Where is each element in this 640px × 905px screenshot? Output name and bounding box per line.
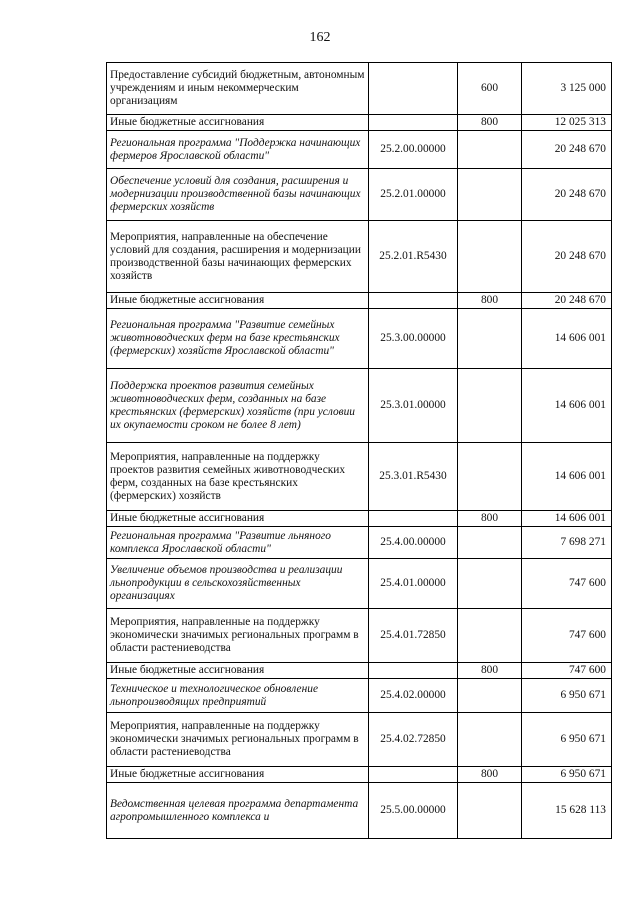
table-row xyxy=(107,559,612,609)
row-amount-cell: 14 606 001 xyxy=(522,309,612,369)
row-amount-cell: 6 950 671 xyxy=(522,767,612,783)
row-type-cell: 800 xyxy=(458,767,522,783)
row-code-cell xyxy=(369,63,458,115)
row-code-cell xyxy=(369,663,458,679)
table-row xyxy=(107,131,612,169)
row-amount-cell: 747 600 xyxy=(522,663,612,679)
row-code-cell: 25.4.02.72850 xyxy=(369,713,458,767)
budget-table-body xyxy=(107,63,612,839)
row-amount-cell: 747 600 xyxy=(522,559,612,609)
row-type-cell xyxy=(458,559,522,609)
table-row xyxy=(107,609,612,663)
row-name-cell: Иные бюджетные ассигнования xyxy=(107,767,369,783)
row-code-cell: 25.2.01.00000 xyxy=(369,169,458,221)
row-amount-cell: 747 600 xyxy=(522,609,612,663)
row-name-cell: Региональная программа "Развитие льняного комплекса Ярославской области" xyxy=(107,527,369,559)
row-type-cell xyxy=(458,713,522,767)
row-name-cell: Поддержка проектов развития семейных животноводческих ферм, созданных на базе крестьянских (фермерских) хозяйств (при условии их окупаемости сроком не более 8 лет) xyxy=(107,369,369,443)
row-amount-cell: 7 698 271 xyxy=(522,527,612,559)
row-amount-cell: 14 606 001 xyxy=(522,443,612,511)
row-type-cell xyxy=(458,679,522,713)
row-name-cell: Иные бюджетные ассигнования xyxy=(107,115,369,131)
table-row xyxy=(107,527,612,559)
row-amount-cell: 12 025 313 xyxy=(522,115,612,131)
row-amount-cell: 3 125 000 xyxy=(522,63,612,115)
table-row xyxy=(107,443,612,511)
row-code-cell: 25.5.00.00000 xyxy=(369,783,458,839)
row-name-cell: Мероприятия, направленные на обеспечение условий для создания, расширения и модернизации производственной базы начинающих фермерских хозяйств xyxy=(107,221,369,293)
row-code-cell xyxy=(369,767,458,783)
row-type-cell: 600 xyxy=(458,63,522,115)
table-row xyxy=(107,713,612,767)
row-type-cell: 800 xyxy=(458,293,522,309)
budget-table xyxy=(106,62,612,839)
row-name-cell: Обеспечение условий для создания, расширения и модернизации производственной базы начинающих фермерских хозяйств xyxy=(107,169,369,221)
row-type-cell xyxy=(458,131,522,169)
row-name-cell: Иные бюджетные ассигнования xyxy=(107,293,369,309)
table-row xyxy=(107,783,612,839)
page-number: 162 xyxy=(309,30,331,45)
row-code-cell: 25.3.00.00000 xyxy=(369,309,458,369)
row-name-cell: Мероприятия, направленные на поддержку проектов развития семейных животноводческих ферм, созданных на базе крестьянских (фермерских) хозяйств xyxy=(107,443,369,511)
row-code-cell: 25.3.01.00000 xyxy=(369,369,458,443)
row-type-cell: 800 xyxy=(458,663,522,679)
table-row xyxy=(107,115,612,131)
row-code-cell: 25.2.00.00000 xyxy=(369,131,458,169)
row-code-cell: 25.4.01.00000 xyxy=(369,559,458,609)
row-amount-cell: 15 628 113 xyxy=(522,783,612,839)
row-code-cell: 25.4.00.00000 xyxy=(369,527,458,559)
row-type-cell xyxy=(458,309,522,369)
table-row xyxy=(107,767,612,783)
row-code-cell xyxy=(369,511,458,527)
row-code-cell xyxy=(369,115,458,131)
row-name-cell: Мероприятия, направленные на поддержку экономически значимых региональных программ в области растениеводства xyxy=(107,609,369,663)
row-type-cell xyxy=(458,443,522,511)
row-name-cell: Иные бюджетные ассигнования xyxy=(107,511,369,527)
table-row xyxy=(107,293,612,309)
row-code-cell: 25.2.01.R5430 xyxy=(369,221,458,293)
table-row xyxy=(107,679,612,713)
row-type-cell: 800 xyxy=(458,115,522,131)
table-row xyxy=(107,369,612,443)
row-code-cell: 25.4.01.72850 xyxy=(369,609,458,663)
row-name-cell: Техническое и технологическое обновление льнопроизводящих предприятий xyxy=(107,679,369,713)
row-code-cell xyxy=(369,293,458,309)
row-amount-cell: 20 248 670 xyxy=(522,293,612,309)
row-amount-cell: 20 248 670 xyxy=(522,131,612,169)
table-row xyxy=(107,511,612,527)
row-name-cell: Увеличение объемов производства и реализации льнопродукции в сельскохозяйственных организациях xyxy=(107,559,369,609)
table-row xyxy=(107,221,612,293)
row-name-cell: Региональная программа "Поддержка начинающих фермеров Ярославской области" xyxy=(107,131,369,169)
row-amount-cell: 6 950 671 xyxy=(522,713,612,767)
row-type-cell: 800 xyxy=(458,511,522,527)
row-amount-cell: 14 606 001 xyxy=(522,369,612,443)
table-row xyxy=(107,63,612,115)
row-name-cell: Региональная программа "Развитие семейных животноводческих ферм на базе крестьянских (фермерских) хозяйств Ярославской области" xyxy=(107,309,369,369)
row-type-cell xyxy=(458,609,522,663)
row-name-cell: Иные бюджетные ассигнования xyxy=(107,663,369,679)
row-type-cell xyxy=(458,369,522,443)
table-row xyxy=(107,309,612,369)
row-name-cell: Предоставление субсидий бюджетным, автономным учреждениям и иным некоммерческим организациям xyxy=(107,63,369,115)
row-name-cell: Мероприятия, направленные на поддержку экономически значимых региональных программ в области растениеводства xyxy=(107,713,369,767)
row-type-cell xyxy=(458,783,522,839)
row-name-cell: Ведомственная целевая программа департамента агропромышленного комплекса и xyxy=(107,783,369,839)
table-row xyxy=(107,169,612,221)
row-code-cell: 25.3.01.R5430 xyxy=(369,443,458,511)
row-amount-cell: 20 248 670 xyxy=(522,169,612,221)
row-amount-cell: 20 248 670 xyxy=(522,221,612,293)
row-code-cell: 25.4.02.00000 xyxy=(369,679,458,713)
row-type-cell xyxy=(458,221,522,293)
table-row xyxy=(107,663,612,679)
row-amount-cell: 14 606 001 xyxy=(522,511,612,527)
row-amount-cell: 6 950 671 xyxy=(522,679,612,713)
row-type-cell xyxy=(458,527,522,559)
row-type-cell xyxy=(458,169,522,221)
